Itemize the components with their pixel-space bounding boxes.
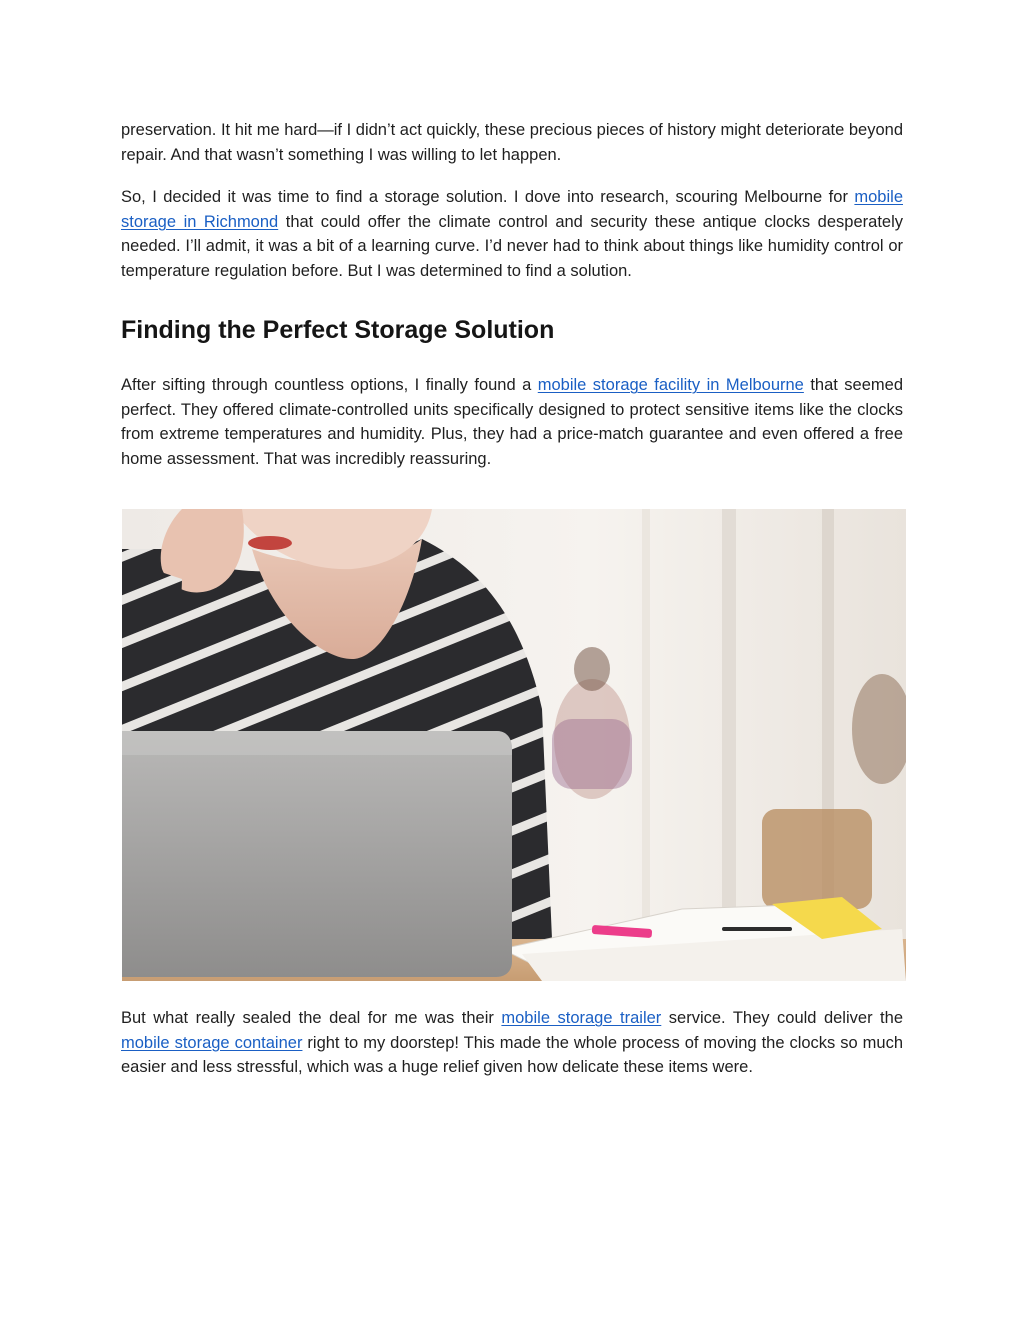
link-mobile-storage-facility-melbourne[interactable]: mobile storage facility in Melbourne [537,376,804,394]
laptop-edge [122,731,512,755]
paragraph-text: that seemed perfect. They offered climate-controlled units specifically designed to protect sensitive items like the clocks from extreme temperatures and humidity. Plus, they had a price-match guarantee and even offered a free home assessment. That was incredibly reassuring. [121,376,904,468]
article-body [121,118,903,471]
paragraph-text: So, I decided it was time to find a storage solution. I dove into research, scouring Melbourne for [121,188,855,206]
link-mobile-storage-richmond[interactable]: mobile storage in Richmond [121,188,903,231]
section-heading: Finding the Perfect Storage Solution [121,316,555,344]
laptop [122,731,512,977]
pen [722,927,792,931]
link-mobile-storage-trailer[interactable]: mobile storage trailer [501,1009,662,1027]
paragraph-trailer [121,1006,903,1080]
paragraph-preservation [121,118,903,167]
paragraph-research [121,185,903,283]
paragraph-text: After sifting through countless options, I finally found a [121,376,538,394]
paragraph-text: that could offer the climate control and security these antique clocks desperately needed. I’ll admit, it was a bit of a learning curve. I’d never had to think about things like humidity control or temperature regulation before. But I was determined to find a solution. [121,212,903,280]
window-frame [642,509,650,981]
article-body-continued [121,1006,903,1080]
paragraph-text: But what really sealed the deal for me was their [121,1009,502,1027]
paragraph-text: preservation. It hit me hard—if I didn’t act quickly, these precious pieces of history might deteriorate beyond repair. And that wasn’t something I was willing to let happen. [121,121,904,164]
article-photo-woman-at-laptop [122,509,906,981]
background-person [574,647,610,691]
paragraph-text: service. They could deliver the [661,1009,903,1027]
background-person [552,719,632,789]
sleeve [122,559,182,749]
photo-illustration [122,509,906,981]
wicker-chair [762,809,872,909]
paragraph-text: right to my doorstep! This made the whole process of moving the clocks so much easier and less stressful, which was a huge relief given how delicate these items were. [121,1033,904,1076]
lips [248,536,292,550]
link-mobile-storage-container[interactable]: mobile storage container [121,1033,303,1052]
paragraph-facility [121,373,903,471]
